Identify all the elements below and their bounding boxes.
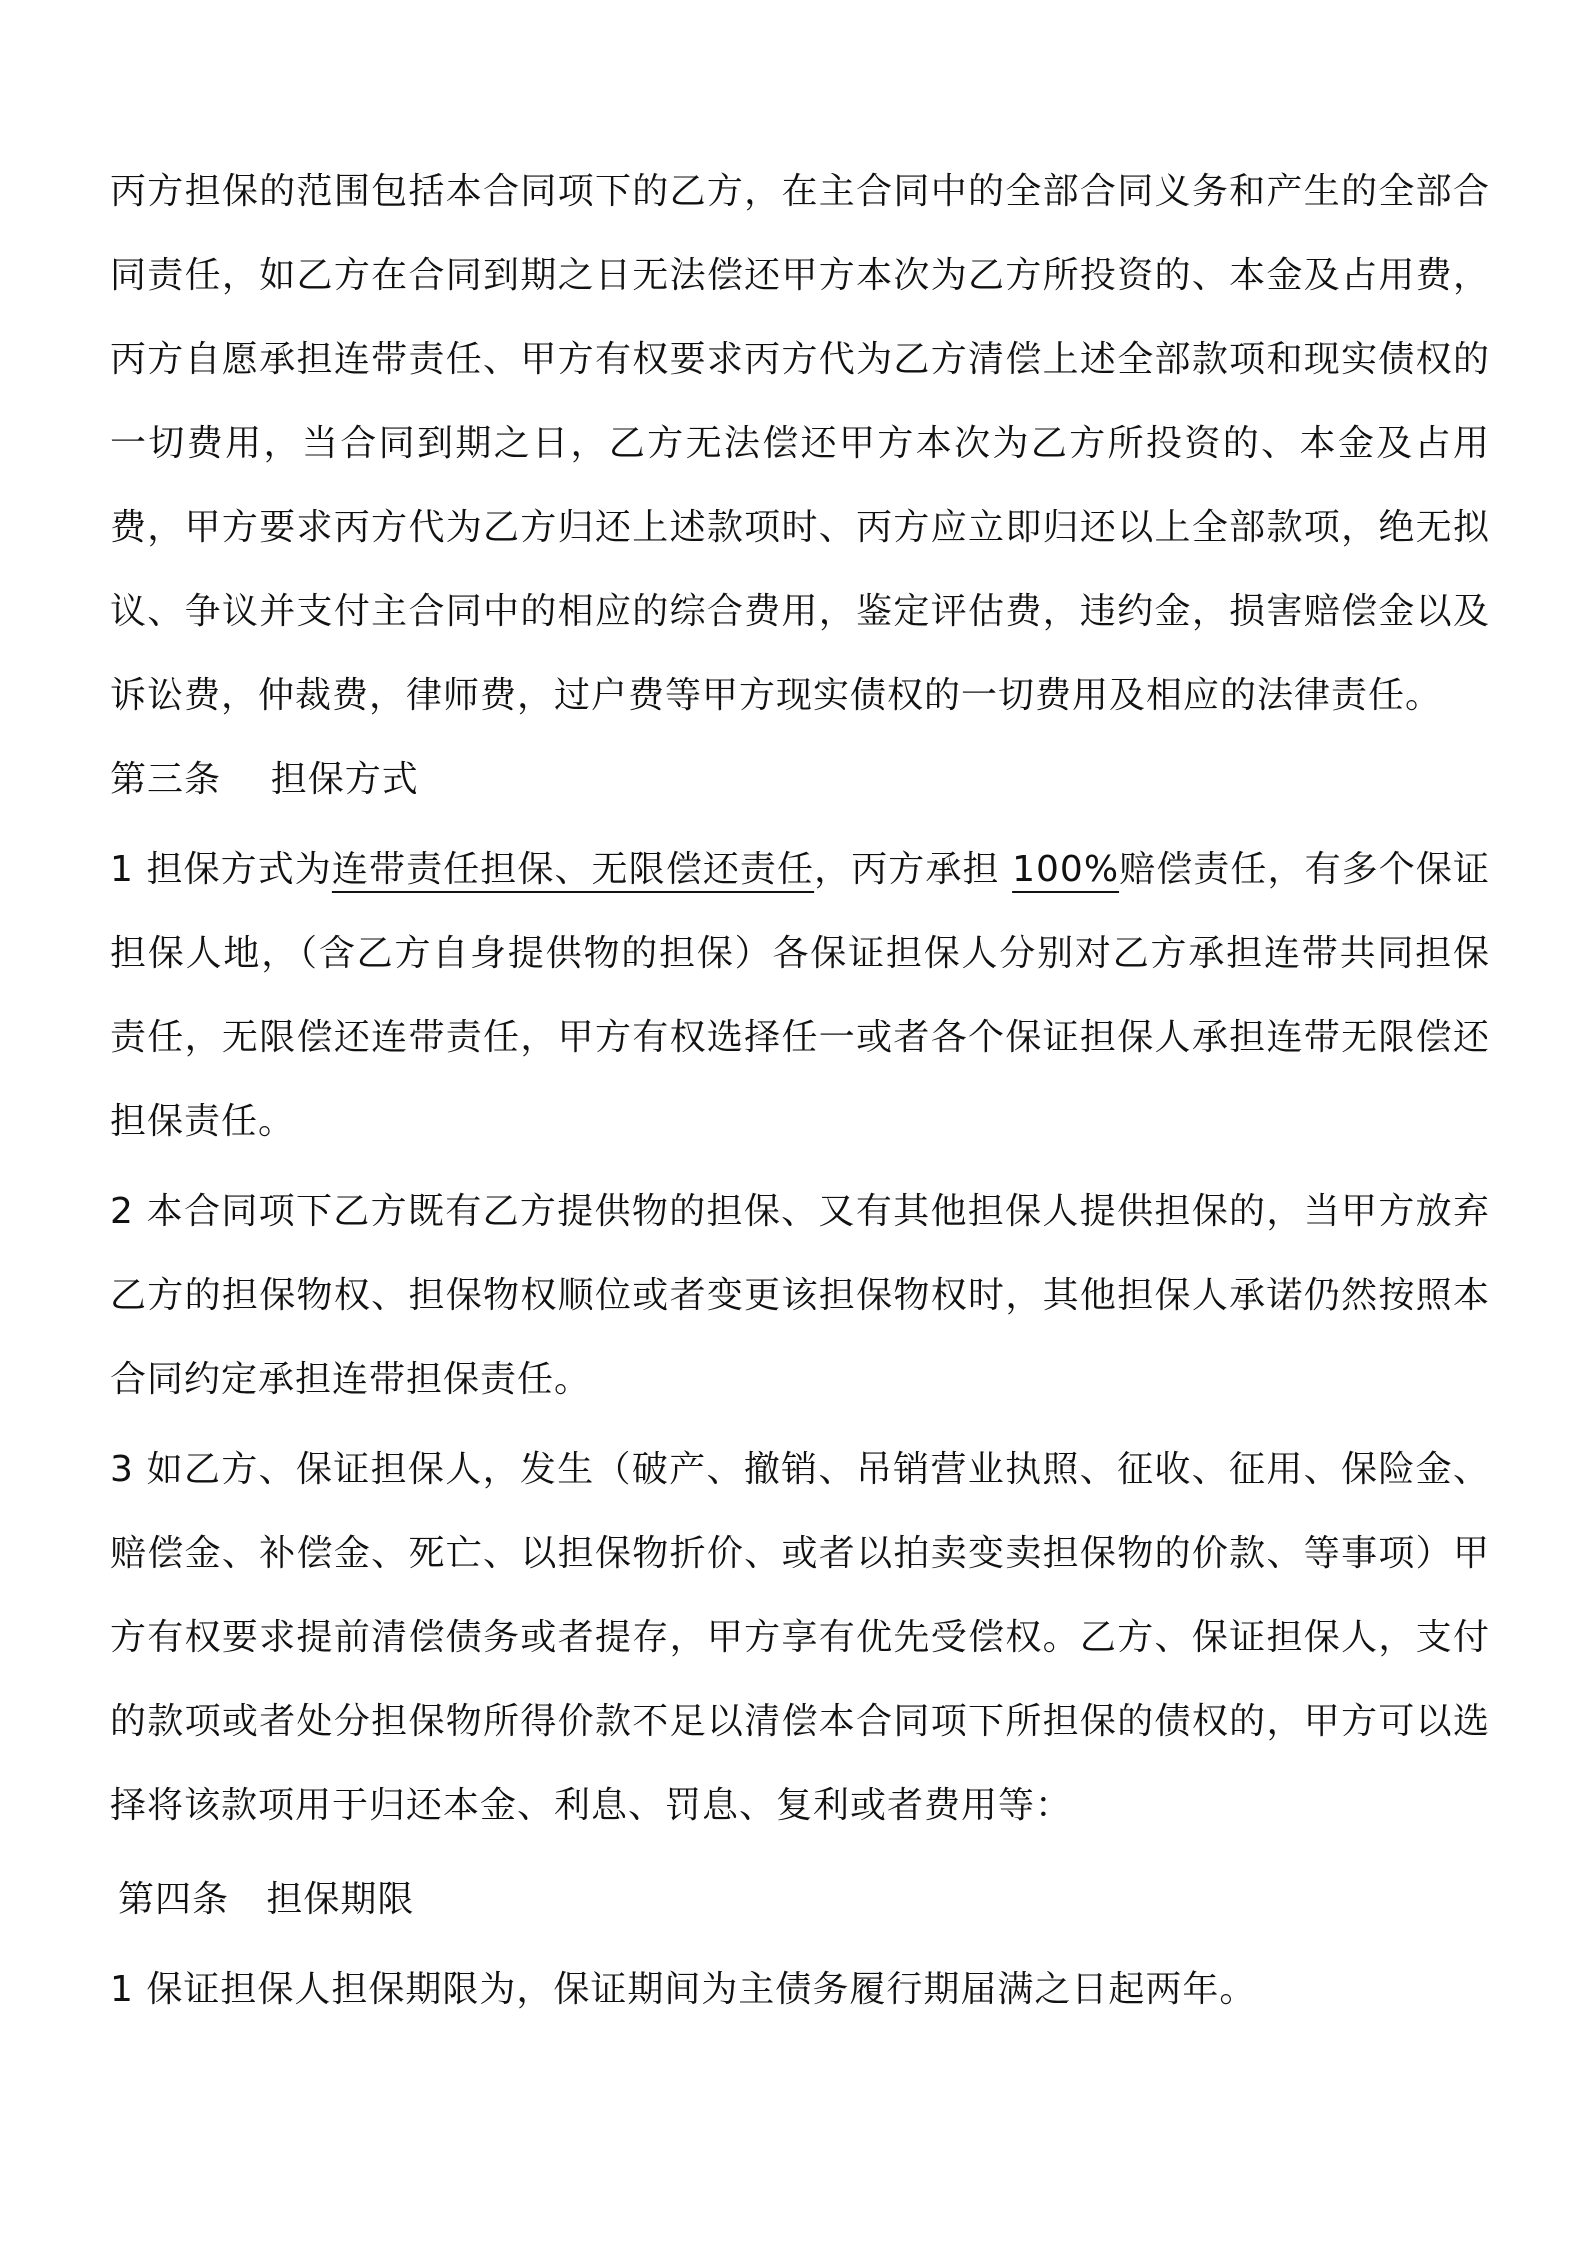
clause-1-rest: 赔偿责任，有多个保证担保人地，（含乙方自身提供物的担保）各保证担保人分别对乙方承担连带共同担保责任，无限偿还连带责任，甲方有权选择任一或者各个保证担保人承担连带无限偿还担保责任。: [110, 849, 1490, 1142]
clause-1-mid: ，丙方承担: [814, 849, 1013, 890]
underlined-guarantee-type: 连带责任担保、无限偿还责任: [331, 849, 815, 890]
document-body: [110, 150, 1490, 2032]
clause-1-prefix: 1 担保方式为: [110, 849, 332, 890]
article-3-number: 第三条: [110, 759, 222, 800]
guarantee-scope-paragraph: 丙方担保的范围包括本合同项下的乙方，在主合同中的全部合同义务和产生的全部合同责任，如乙方在合同到期之日无法偿还甲方本次为乙方所投资的、本金及占用费，丙方自愿承担连带责任、甲方有权要求丙方代为乙方清偿上述全部款项和现实债权的一切费用，当合同到期之日，乙方无法偿还甲方本次为乙方所投资的、本金及占用费，甲方要求丙方代为乙方归还上述款项时、丙方应立即归还以上全部款项，绝无拟议、争议并支付主合同中的相应的综合费用，鉴定评估费，违约金，损害赔偿金以及诉讼费，仲裁费，律师费，过户费等甲方现实债权的一切费用及相应的法律责任。: [110, 171, 1490, 716]
underlined-percentage: 100%: [1012, 849, 1120, 890]
article-4-title: 担保期限: [266, 1879, 415, 1920]
article-3-heading: [110, 738, 1490, 822]
article-3-clause-3: 3 如乙方、保证担保人，发生（破产、撤销、吊销营业执照、征收、征用、保险金、赔偿金、补偿金、死亡、以担保物折价、或者以拍卖变卖担保物的价款、等事项）甲方有权要求提前清偿债务或者提存，甲方享有优先受偿权。乙方、保证担保人，支付的款项或者处分担保物所得价款不足以清偿本合同项下所担保的债权的，甲方可以选择将该款项用于归还本金、利息、罚息、复利或者费用等：: [110, 1449, 1490, 1826]
article-3-title: 担保方式: [270, 759, 419, 800]
article-3-clause-2: 2 本合同项下乙方既有乙方提供物的担保、又有其他担保人提供担保的，当甲方放弃乙方的担保物权、担保物权顺位或者变更该担保物权时，其他担保人承诺仍然按照本合同约定承担连带担保责任。: [110, 1191, 1490, 1400]
article-4-clause-1: 1 保证担保人担保期限为，保证期间为主债务履行期届满之日起两年。: [110, 1969, 1257, 2010]
article-4-heading: [118, 1858, 1490, 1942]
article-3-clause-1: [110, 828, 1490, 1164]
article-4-number: 第四条: [118, 1879, 230, 1920]
